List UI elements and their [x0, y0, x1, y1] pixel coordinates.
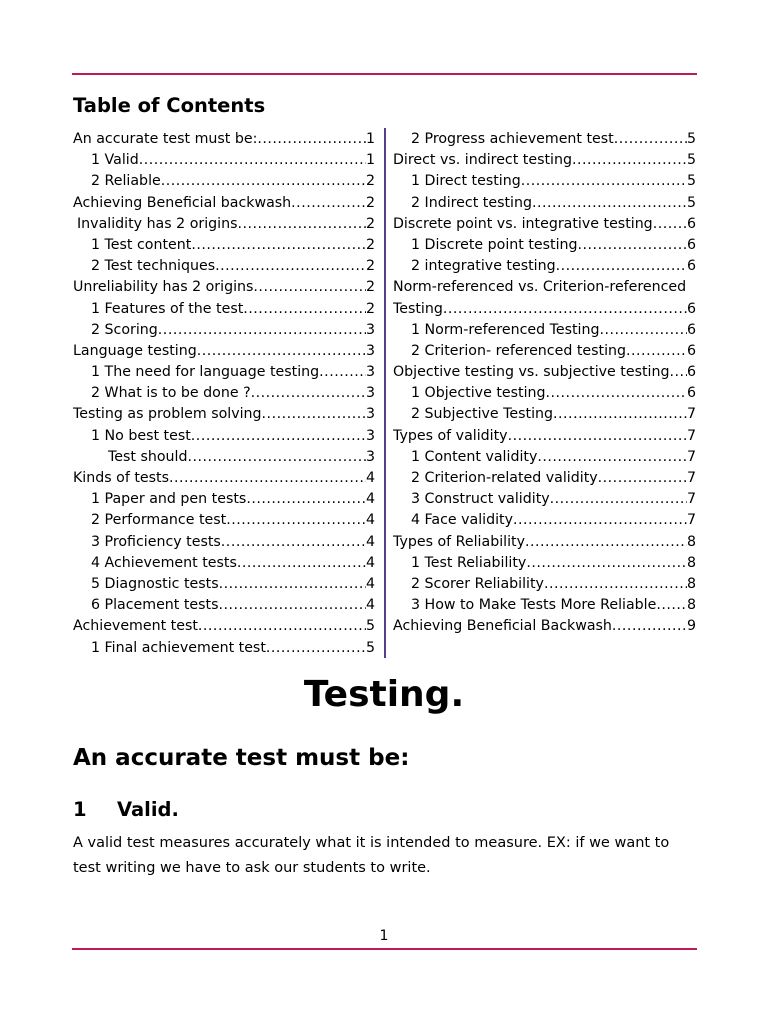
toc-entry-label: 3 How to Make Tests More Reliable	[411, 597, 657, 614]
toc-entry[interactable]	[393, 532, 696, 553]
toc-leader	[226, 510, 366, 531]
toc-entry-page: 8	[686, 597, 696, 614]
toc-entry[interactable]	[393, 362, 696, 383]
toc-entry-label: 4 Achievement tests	[91, 554, 237, 571]
toc-leader	[553, 404, 687, 425]
toc-entry-label: 2 Criterion-related validity	[411, 470, 598, 486]
toc-leader	[556, 256, 687, 277]
toc-entry-page: 6	[686, 258, 696, 275]
toc-entry[interactable]	[73, 447, 375, 468]
toc-entry[interactable]	[393, 235, 696, 256]
toc-entry[interactable]	[73, 426, 375, 447]
toc-entry-page: 9	[686, 618, 696, 635]
toc-entry[interactable]	[393, 468, 696, 489]
toc-entry[interactable]	[393, 447, 696, 468]
section-heading: An accurate test must be:	[73, 745, 410, 771]
toc-entry[interactable]	[73, 510, 375, 531]
toc-entry-label: 3 Construct validity	[411, 491, 550, 508]
toc-entry-page: 6	[686, 342, 696, 359]
page-number: 1	[379, 928, 389, 944]
toc-leader	[237, 553, 366, 574]
toc-leader	[161, 171, 366, 192]
subsection-title: Valid.	[117, 798, 179, 821]
body-paragraph: A valid test measures accurately what it is intended to measure. EX: if we want to test writing we have to ask our students to write.	[73, 835, 670, 876]
toc-entry-label: Objective testing vs. subjective testing	[393, 364, 670, 381]
toc-entry-page: 3	[365, 364, 375, 381]
toc-entry[interactable]	[393, 426, 696, 447]
toc-entry-label: 1 Valid	[91, 152, 139, 169]
toc-leader	[219, 595, 366, 616]
toc-entry[interactable]	[393, 171, 696, 192]
column-divider	[384, 128, 386, 658]
toc-entry-page: 2	[365, 300, 375, 317]
toc-entry-page: 4	[365, 512, 375, 529]
toc-leader	[191, 235, 366, 256]
toc-entry-page: 7	[686, 491, 696, 508]
toc-entry[interactable]	[73, 532, 375, 553]
footer-rule	[72, 948, 697, 950]
toc-entry-page: 6	[686, 364, 696, 381]
toc-entry-page: 3	[365, 342, 375, 359]
toc-entry[interactable]	[73, 171, 375, 192]
toc-entry-page: 4	[365, 491, 375, 508]
toc-entry-label: 4 Face validity	[411, 512, 514, 529]
toc-entry-page: 6	[686, 215, 696, 232]
toc-leader	[158, 320, 366, 341]
toc-leader	[197, 341, 366, 362]
toc-leader	[319, 362, 366, 383]
toc-leader	[626, 341, 687, 362]
toc-leader	[169, 468, 366, 489]
toc-leader	[215, 256, 366, 277]
toc-entry-label-continued: Testing	[393, 300, 443, 317]
toc-entry-label: 1 Test content	[91, 236, 192, 253]
toc-entry-label: 2 Performance test	[91, 512, 227, 529]
toc-entry-label: 2 Subjective Testing	[411, 406, 554, 423]
toc-entry-label: 1 Content validity	[411, 448, 538, 465]
toc-entry-label: An accurate test must be:	[73, 131, 258, 147]
toc-entry[interactable]	[73, 320, 375, 341]
toc-entry-label: Testing as problem solving	[73, 406, 262, 423]
toc-entry-label: 1 Final achievement test	[91, 639, 266, 656]
toc-entry-label: 1 Paper and pen tests	[91, 491, 247, 508]
toc-entry-label: Achievement test	[73, 618, 198, 635]
toc-entry-page: 6	[686, 300, 696, 317]
toc-leader	[191, 426, 366, 447]
toc-entry-page: 1	[365, 152, 375, 169]
toc-entry-label: 2 integrative testing	[411, 258, 556, 275]
toc-leader	[139, 150, 366, 171]
toc-leader	[443, 299, 687, 320]
toc-leader	[253, 277, 366, 298]
toc-entry[interactable]	[393, 574, 696, 595]
toc-leader	[537, 447, 687, 468]
toc-entry[interactable]	[73, 616, 375, 637]
toc-leader	[219, 574, 366, 595]
toc-entry[interactable]	[73, 341, 375, 362]
document-title: Testing.	[303, 674, 465, 715]
toc-entry[interactable]	[73, 468, 375, 489]
toc-entry-page: 7	[686, 512, 696, 529]
toc-entry-label: 6 Placement tests	[91, 597, 219, 614]
toc-entry-label: 2 Indirect testing	[411, 194, 532, 211]
toc-entry[interactable]	[73, 595, 375, 616]
toc-entry-page: 2	[365, 215, 375, 232]
toc-entry[interactable]	[393, 193, 696, 214]
toc-entry-label: 2 Scorer Reliability	[411, 575, 544, 592]
toc-entry-page: 7	[686, 470, 696, 486]
toc-entry-page: 7	[686, 427, 696, 444]
toc-entry-page: 8	[686, 533, 696, 550]
toc-entry-label: Language testing	[73, 342, 197, 359]
toc-entry-label: 1 The need for language testing	[91, 364, 320, 381]
toc-entry[interactable]	[393, 214, 696, 235]
toc-entry[interactable]	[73, 193, 375, 214]
toc-entry[interactable]	[73, 277, 375, 298]
toc-entry-label: 1 Discrete point testing	[411, 236, 578, 253]
toc-leader	[653, 214, 687, 235]
toc-entry-label: 1 No best test	[91, 427, 191, 444]
toc-entry[interactable]	[393, 510, 696, 531]
toc-leader	[578, 235, 687, 256]
toc-entry[interactable]	[73, 383, 375, 404]
toc-entry-label: 3 Proficiency tests	[91, 533, 221, 550]
toc-entry-page: 6	[686, 321, 696, 338]
toc-entry-label: Norm-referenced vs. Criterion-referenced	[393, 279, 687, 296]
toc-entry-label: Direct vs. indirect testing	[393, 152, 572, 169]
toc-leader	[546, 383, 687, 404]
toc-entry[interactable]	[73, 150, 375, 171]
toc-entry[interactable]	[393, 489, 696, 510]
toc-entry[interactable]	[73, 129, 375, 150]
toc-leader	[262, 404, 366, 425]
toc-leader	[266, 638, 366, 659]
toc-entry-page: 3	[365, 406, 375, 423]
toc-leader	[669, 362, 686, 383]
toc-entry[interactable]	[73, 404, 375, 425]
toc-entry-page: 4	[365, 575, 375, 592]
toc-entry-page: 5	[365, 618, 375, 635]
toc-entry-label: Test should	[108, 448, 188, 465]
toc-entry-label: Kinds of tests	[73, 470, 169, 486]
toc-entry-label: Discrete point vs. integrative testing	[393, 215, 653, 232]
header-rule	[72, 73, 697, 75]
toc-leader	[532, 193, 687, 214]
toc-entry[interactable]	[393, 150, 696, 171]
toc-leader	[598, 468, 687, 489]
toc-leader	[526, 553, 687, 574]
toc-entry-label: 1 Test Reliability	[411, 554, 527, 571]
toc-entry-page: 7	[686, 406, 696, 423]
toc-entry[interactable]	[393, 616, 696, 637]
toc-entry[interactable]	[73, 553, 375, 574]
toc-entry-page: 3	[365, 385, 375, 402]
toc-entry-label: 2 Criterion- referenced testing	[411, 342, 627, 359]
toc-entry-page: 8	[686, 575, 696, 592]
toc-column-right	[393, 129, 696, 638]
toc-entry-page: 5	[686, 152, 696, 169]
toc-entry-page: 7	[686, 448, 696, 465]
toc-entry-label: 1 Objective testing	[411, 385, 546, 402]
toc-entry-page: 4	[365, 554, 375, 571]
toc-entry-page: 5	[686, 131, 696, 147]
toc-entry-page: 2	[365, 258, 375, 275]
toc-entry-page: 2	[365, 236, 375, 253]
toc-entry-page: 5	[686, 173, 696, 190]
subsection-heading	[73, 798, 179, 821]
toc-entry-page: 5	[686, 194, 696, 211]
toc-entry-label: Achieving Beneficial Backwash	[393, 618, 612, 635]
toc-entry[interactable]	[73, 214, 375, 235]
toc-entry[interactable]	[73, 299, 375, 320]
toc-entry[interactable]	[73, 362, 375, 383]
subsection-number: 1	[73, 798, 87, 821]
toc-entry-page: 2	[365, 279, 375, 296]
toc-entry-label: 2 Reliable	[91, 173, 161, 190]
toc-entry[interactable]	[393, 553, 696, 574]
toc-entry-page: 3	[365, 427, 375, 444]
toc-entry-page: 6	[686, 236, 696, 253]
toc-entry[interactable]	[393, 129, 696, 150]
toc-entry-label: 2 Scoring	[91, 321, 158, 338]
toc-entry-label: 2 What is to be done ?	[91, 385, 251, 402]
toc-entry-page: 2	[365, 194, 375, 211]
toc-entry[interactable]	[393, 595, 696, 616]
toc-leader	[521, 171, 687, 192]
toc-entry-label: Unreliability has 2 origins	[73, 279, 254, 296]
toc-leader	[572, 150, 687, 171]
toc-entry-label: 1 Norm-referenced Testing	[411, 321, 600, 338]
toc-leader	[187, 447, 366, 468]
toc-leader	[614, 129, 687, 150]
toc-entry-label: Types of validity	[393, 427, 508, 444]
toc-entry-label: 2 Test techniques	[91, 258, 216, 275]
toc-entry-page: 4	[365, 533, 375, 550]
toc-leader	[243, 299, 366, 320]
toc-entry-page: 3	[365, 448, 375, 465]
toc-leader	[198, 616, 366, 637]
toc-leader	[508, 426, 687, 447]
toc-leader	[600, 320, 687, 341]
toc-entry-page: 5	[365, 639, 375, 656]
toc-entry-page: 4	[365, 597, 375, 614]
toc-entry-label: Invalidity has 2 origins	[77, 215, 238, 232]
toc-entry[interactable]	[73, 638, 375, 659]
toc-leader	[525, 532, 687, 553]
toc-entry-label: Achieving Beneficial backwash	[73, 194, 292, 211]
toc-entry[interactable]	[393, 404, 696, 425]
toc-leader	[251, 383, 366, 404]
toc-entry[interactable]	[393, 320, 696, 341]
toc-entry-page: 6	[686, 385, 696, 402]
toc-entry-label: 5 Diagnostic tests	[91, 575, 219, 592]
toc-column-left	[73, 129, 375, 659]
toc-leader	[544, 574, 687, 595]
toc-entry-page: 4	[365, 470, 375, 486]
toc-leader	[237, 214, 365, 235]
toc-entry[interactable]	[393, 256, 696, 277]
toc-entry[interactable]	[73, 256, 375, 277]
toc-leader	[550, 489, 687, 510]
toc-entry[interactable]	[393, 341, 696, 362]
toc-entry[interactable]	[73, 489, 375, 510]
toc-leader	[612, 616, 687, 637]
toc-entry-label: 2 Progress achievement test	[411, 131, 614, 147]
toc-leader	[257, 129, 366, 150]
toc-leader	[221, 532, 366, 553]
toc-entry-page: 8	[686, 554, 696, 571]
toc-entry-label: 1 Features of the test	[91, 300, 244, 317]
toc-entry[interactable]	[393, 277, 696, 319]
toc-entry-page: 1	[365, 131, 375, 147]
toc-entry[interactable]	[73, 574, 375, 595]
toc-entry-page: 3	[365, 321, 375, 338]
toc-entry[interactable]	[393, 383, 696, 404]
toc-entry-label: 1 Direct testing	[411, 173, 521, 190]
toc-leader	[246, 489, 366, 510]
toc-entry-label: Types of Reliability	[393, 533, 525, 550]
toc-leader	[513, 510, 687, 531]
toc-entry[interactable]	[73, 235, 375, 256]
toc-entry-page: 2	[365, 173, 375, 190]
toc-leader	[291, 193, 366, 214]
toc-leader	[656, 595, 687, 616]
toc-title: Table of Contents	[73, 94, 266, 117]
